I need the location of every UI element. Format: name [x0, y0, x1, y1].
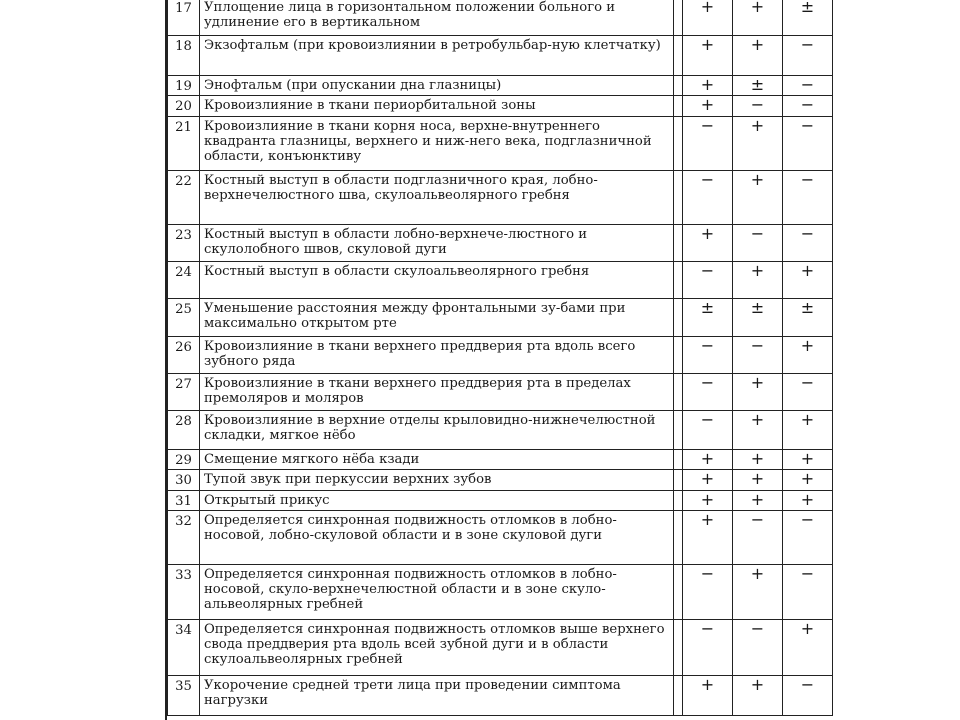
row-number: 33 [168, 565, 200, 620]
row-number: 30 [168, 470, 200, 491]
row-number: 35 [168, 676, 200, 716]
sign-col-3: + [783, 262, 833, 299]
sign-col-2: − [733, 337, 783, 374]
spacer-column [674, 565, 683, 620]
symptom-text: Определяется синхронная подвижность отломков в лобно-носовой, скуло-верхнечелюстной области и в зоне скуло-альвеолярных гребней [200, 565, 674, 620]
sign-col-1: − [683, 411, 733, 450]
row-number: 23 [168, 225, 200, 262]
sign-col-3: − [783, 374, 833, 411]
spacer-column [674, 470, 683, 491]
table-row [168, 96, 833, 117]
row-number: 28 [168, 411, 200, 450]
sign-col-1: − [683, 337, 733, 374]
spacer-column [674, 76, 683, 96]
row-number: 19 [168, 76, 200, 96]
sign-col-2: + [733, 565, 783, 620]
sign-col-2: + [733, 374, 783, 411]
sign-col-3: + [783, 620, 833, 676]
sign-col-2: + [733, 117, 783, 171]
sign-col-1: + [683, 511, 733, 565]
sign-col-2: ± [733, 76, 783, 96]
sign-col-1: − [683, 171, 733, 225]
sign-col-3: − [783, 511, 833, 565]
sign-col-3: − [783, 36, 833, 76]
row-number: 21 [168, 117, 200, 171]
symptom-text: Костный выступ в области подглазничного края, лобно-верхнечелюстного шва, скулоальвеолярного гребня [200, 171, 674, 225]
row-number: 27 [168, 374, 200, 411]
sign-col-3: + [783, 470, 833, 491]
spacer-column [674, 262, 683, 299]
sign-col-2: + [733, 0, 783, 36]
table-row [168, 36, 833, 76]
sign-col-2: − [733, 225, 783, 262]
sign-col-1: + [683, 225, 733, 262]
table-row [168, 511, 833, 565]
sign-col-2: + [733, 450, 783, 470]
symptom-text: Укорочение средней трети лица при проведении симптома нагрузки [200, 676, 674, 716]
spacer-column [674, 117, 683, 171]
sign-col-1: − [683, 117, 733, 171]
spacer-column [674, 676, 683, 716]
sign-col-1: ± [683, 299, 733, 337]
symptom-text: Экзофтальм (при кровоизлиянии в ретробульбар-ную клетчатку) [200, 36, 674, 76]
table-row [168, 225, 833, 262]
spacer-column [674, 36, 683, 76]
sign-col-1: + [683, 36, 733, 76]
symptom-text: Определяется синхронная подвижность отломков выше верхнего свода преддверия рта вдоль всей зубной дуги и в области скулоальвеолярных гребней [200, 620, 674, 676]
table-row [168, 450, 833, 470]
table-row [168, 565, 833, 620]
sign-col-1: − [683, 620, 733, 676]
sign-col-3: − [783, 96, 833, 117]
table-row [168, 374, 833, 411]
sign-col-1: + [683, 96, 733, 117]
row-number: 24 [168, 262, 200, 299]
table-row [168, 299, 833, 337]
row-number: 20 [168, 96, 200, 117]
table-row [168, 411, 833, 450]
sign-col-3: − [783, 565, 833, 620]
sign-col-3: − [783, 76, 833, 96]
table-row [168, 117, 833, 171]
symptom-text: Кровоизлияние в ткани периорбитальной зоны [200, 96, 674, 117]
sign-col-2: + [733, 411, 783, 450]
sign-col-1: + [683, 0, 733, 36]
sign-col-3: ± [783, 0, 833, 36]
sign-col-1: + [683, 491, 733, 511]
sign-col-3: + [783, 491, 833, 511]
symptom-text: Уплощение лица в горизонтальном положении больного и удлинение его в вертикальном [200, 0, 674, 36]
sign-col-2: − [733, 96, 783, 117]
table-row [168, 470, 833, 491]
row-number: 26 [168, 337, 200, 374]
spacer-column [674, 620, 683, 676]
symptom-text: Уменьшение расстояния между фронтальными зу-бами при максимально открытом рте [200, 299, 674, 337]
sign-col-2: − [733, 511, 783, 565]
spacer-column [674, 96, 683, 117]
sign-col-2: + [733, 676, 783, 716]
sign-col-2: + [733, 36, 783, 76]
spacer-column [674, 171, 683, 225]
sign-col-3: + [783, 337, 833, 374]
row-number: 32 [168, 511, 200, 565]
sign-col-3: − [783, 171, 833, 225]
row-number: 17 [168, 0, 200, 36]
symptom-text: Кровоизлияние в верхние отделы крыловидно-нижнечелюстной складки, мягкое нёбо [200, 411, 674, 450]
sign-col-1: + [683, 76, 733, 96]
table-row [168, 337, 833, 374]
sign-col-2: ± [733, 299, 783, 337]
table-row [168, 620, 833, 676]
row-number: 34 [168, 620, 200, 676]
sign-col-1: − [683, 262, 733, 299]
sign-col-1: + [683, 450, 733, 470]
sign-col-3: + [783, 450, 833, 470]
spacer-column [674, 450, 683, 470]
spacer-column [674, 225, 683, 262]
sign-col-1: + [683, 676, 733, 716]
row-number: 29 [168, 450, 200, 470]
row-number: 18 [168, 36, 200, 76]
table-row [168, 262, 833, 299]
table-row [168, 171, 833, 225]
sign-col-3: − [783, 225, 833, 262]
symptom-text: Кровоизлияние в ткани верхнего преддверия рта вдоль всего зубного ряда [200, 337, 674, 374]
sign-col-1: − [683, 565, 733, 620]
sign-col-2: − [733, 620, 783, 676]
sign-col-2: + [733, 171, 783, 225]
row-number: 22 [168, 171, 200, 225]
sign-col-2: + [733, 491, 783, 511]
symptom-text: Костный выступ в области скулоальвеолярного гребня [200, 262, 674, 299]
spacer-column [674, 374, 683, 411]
row-number: 25 [168, 299, 200, 337]
spacer-column [674, 337, 683, 374]
spacer-column [674, 491, 683, 511]
symptom-table [167, 0, 833, 716]
symptom-text: Энофтальм (при опускании дна глазницы) [200, 76, 674, 96]
symptom-text: Смещение мягкого нёба кзади [200, 450, 674, 470]
sign-col-3: − [783, 117, 833, 171]
sign-col-3: ± [783, 299, 833, 337]
symptom-table-body [168, 0, 833, 716]
spacer-column [674, 411, 683, 450]
spacer-column [674, 299, 683, 337]
table-row [168, 0, 833, 36]
sign-col-2: + [733, 470, 783, 491]
symptom-text: Тупой звук при перкуссии верхних зубов [200, 470, 674, 491]
symptom-text: Кровоизлияние в ткани верхнего преддверия рта в пределах премоляров и моляров [200, 374, 674, 411]
sign-col-2: + [733, 262, 783, 299]
sign-col-3: − [783, 676, 833, 716]
symptom-text: Открытый прикус [200, 491, 674, 511]
sign-col-3: + [783, 411, 833, 450]
spacer-column [674, 511, 683, 565]
row-number: 31 [168, 491, 200, 511]
symptom-text: Кровоизлияние в ткани корня носа, верхне-внутреннего квадранта глазницы, верхнего и ниж-него века, подглазничной области, конъюнктиву [200, 117, 674, 171]
table-row [168, 76, 833, 96]
symptom-text: Костный выступ в области лобно-верхнече-люстного и скулолобного швов, скуловой дуги [200, 225, 674, 262]
sign-col-1: − [683, 374, 733, 411]
table-row [168, 676, 833, 716]
symptom-text: Определяется синхронная подвижность отломков в лобно-носовой, лобно-скуловой области и в зоне скуловой дуги [200, 511, 674, 565]
spacer-column [674, 0, 683, 36]
table-row [168, 491, 833, 511]
sign-col-1: + [683, 470, 733, 491]
